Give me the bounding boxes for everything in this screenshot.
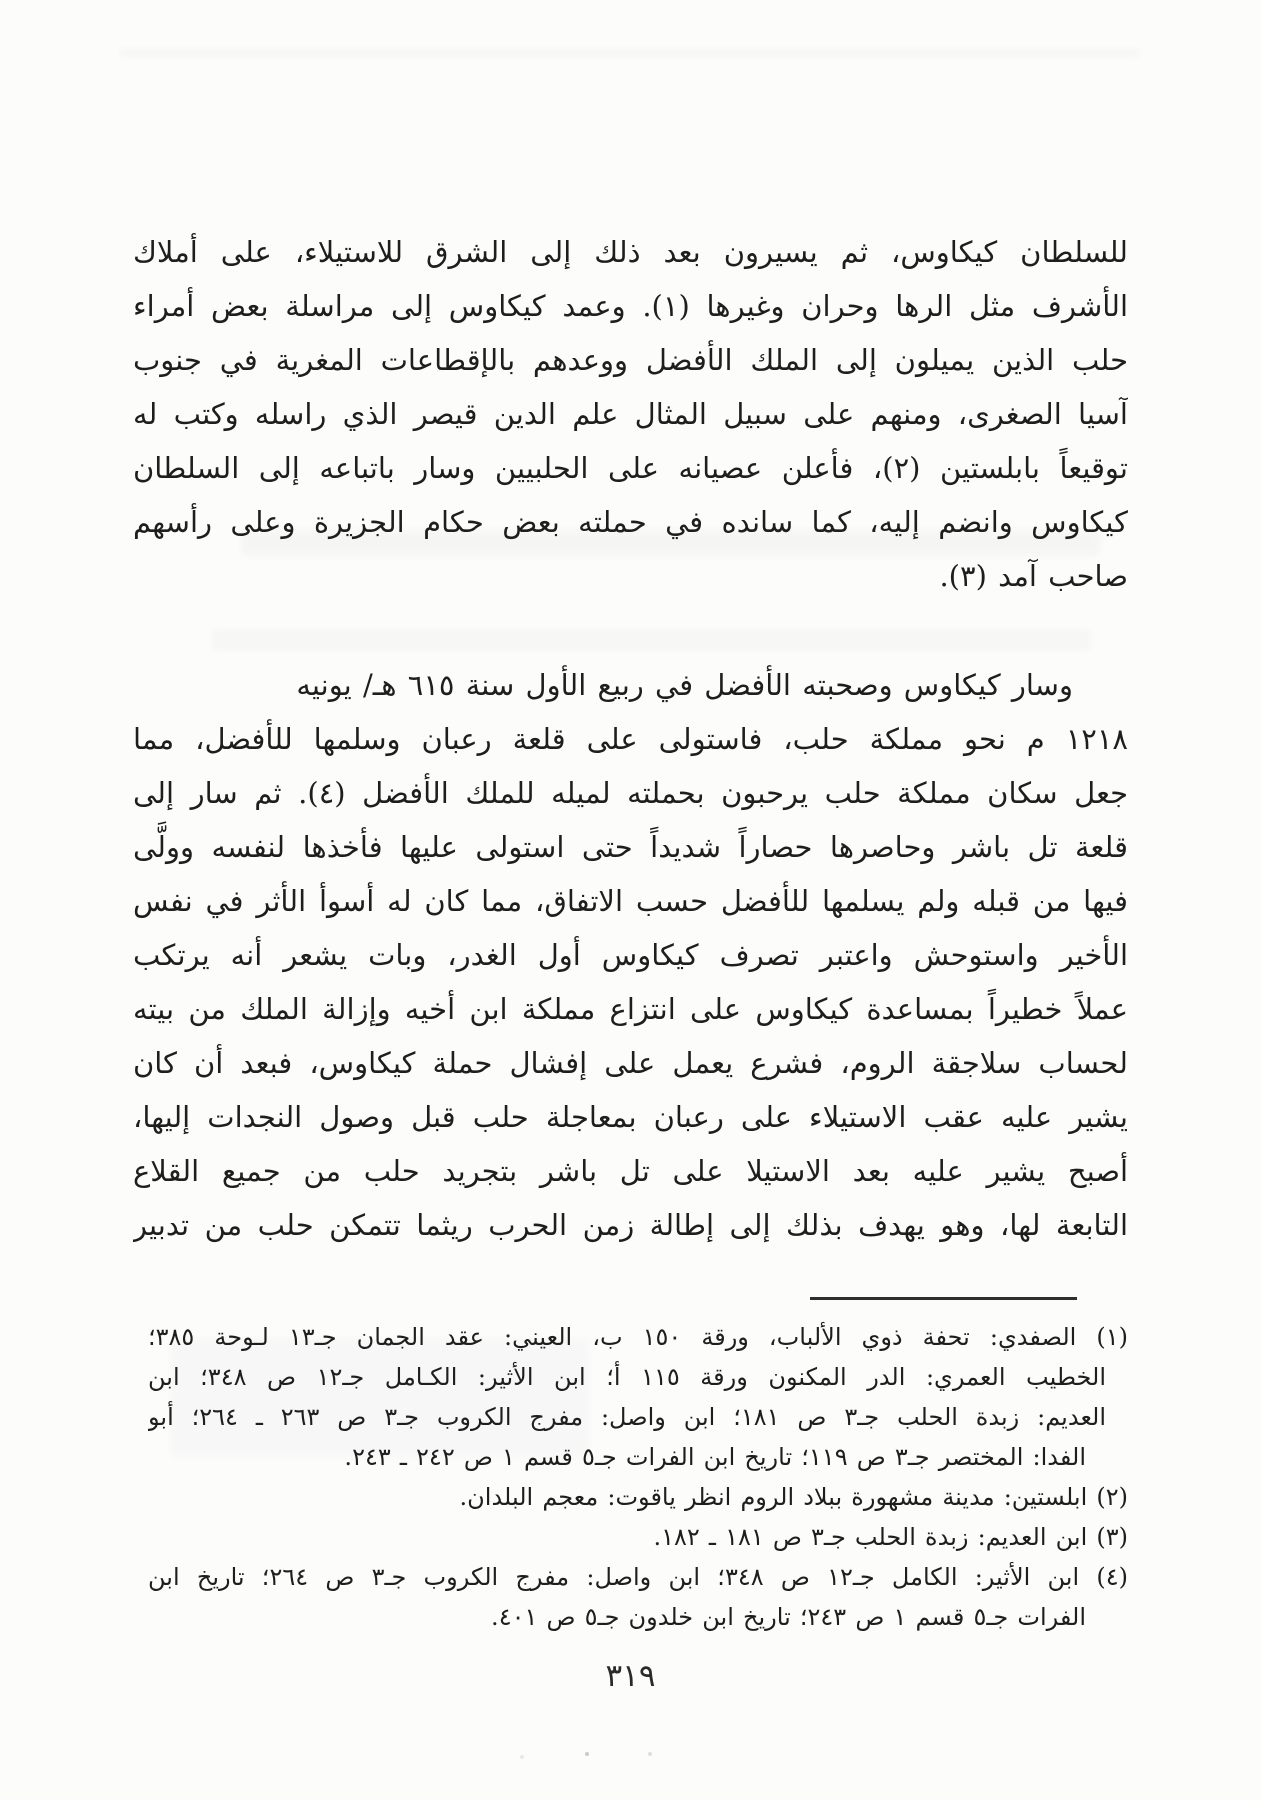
footnote-1 (148, 1317, 1128, 1477)
footnote-line: (٤) ابن الأثير: الكامل جـ١٢ ص ٣٤٨؛ ابن واصل: مفرج الكروب جـ٣ ص ٢٦٤؛ تاريخ ابن (148, 1563, 1128, 1591)
scan-speck (520, 1755, 524, 1759)
body-line: الأشرف مثل الرها وحران وغيرها (١). وعمد كيكاوس إلى مراسلة بعض أمراء (133, 289, 1128, 323)
body-line: الأخير واستوحش واعتبر تصرف كيكاوس أول الغدر، وبات يشعر أنه يرتكب (133, 938, 1128, 972)
footnote-4 (148, 1557, 1128, 1637)
body-line: صاحب آمد (٣). (939, 559, 1128, 593)
body-line: كيكاوس وانضم إليه، كما سانده في حملته بعض حكام الجزيرة وعلى رأسهم (133, 505, 1128, 539)
body-line: للسلطان كيكاوس، ثم يسيرون بعد ذلك إلى الشرق للاستيلاء، على أملاك (133, 235, 1128, 269)
footnote-line: (١) الصفدي: تحفة ذوي الألباب، ورقة ١٥٠ ب، العيني: عقد الجمان جـ١٣ لـوحة ٣٨٥؛ (148, 1323, 1128, 1351)
footnote-3 (148, 1517, 1128, 1557)
body-line: توقيعاً بابلستين (٢)، فأعلن عصيانه على الحلبيين وسار باتباعه إلى السلطان (133, 451, 1128, 485)
body-line: أصبح يشير عليه بعد الاستيلا على تل باشر بتجريد حلب من جميع القلاع (133, 1154, 1128, 1188)
body-line: جعل سكان مملكة حلب يرحبون بحملته لميله للملك الأفضل (٤). ثم سار إلى (133, 776, 1128, 810)
footnote-2 (148, 1477, 1128, 1517)
body-line: عملاً خطيراً بمساعدة كيكاوس على انتزاع مملكة ابن أخيه وإزالة الملك من بيته (133, 992, 1128, 1026)
footnote-line: الخطيب العمري: الدر المكنون ورقة ١١٥ أ؛ ابن الأثير: الكـامل جـ١٢ ص ٣٤٨؛ ابن (148, 1363, 1107, 1391)
footnote-line: (٢) ابلستين: مدينة مشهورة ببلاد الروم انظر ياقوت: معجم البلدان. (459, 1483, 1128, 1511)
body-line: لحساب سلاجقة الروم، فشرع يعمل على إفشال حملة كيكاوس، فبعد أن كان (133, 1046, 1128, 1080)
paragraph-1 (133, 225, 1128, 603)
footnote-line: (٣) ابن العديم: زبدة الحلب جـ٣ ص ١٨١ ـ ١٨٢. (653, 1523, 1128, 1551)
footnote-line: الفرات جـ٥ قسم ١ ص ٢٤٣؛ تاريخ ابن خلدون جـ٥ ص ٤٠١. (491, 1603, 1086, 1631)
body-line: قلعة تل باشر وحاصرها حصاراً شديداً حتى استولى عليها فأخذها لنفسه وولَّى (133, 830, 1128, 864)
body-line: وسار كيكاوس وصحبته الأفضل في ربيع الأول سنة ٦١٥ هـ/ يونيه (296, 668, 1073, 702)
page-number: ٣١٩ (605, 1658, 656, 1694)
main-text (133, 225, 1128, 1252)
footnote-separator (810, 1297, 1077, 1300)
body-line: ١٢١٨ م نحو مملكة حلب، فاستولى على قلعة رعبان وسلمها للأفضل، مما (133, 722, 1128, 756)
scan-speck (585, 1752, 589, 1756)
footnote-line: العديم: زبدة الحلب جـ٣ ص ١٨١؛ ابن واصل: مفرج الكروب جـ٣ ص ٢٦٣ ـ ٢٦٤؛ أبو (148, 1403, 1107, 1431)
body-line: فيها من قبله ولم يسلمها للأفضل حسب الاتفاق، مما كان له أسوأ الأثر في نفس (133, 884, 1128, 918)
body-line: آسيا الصغرى، ومنهم على سبيل المثال علم الدين قيصر الذي راسله وكتب له (133, 397, 1128, 431)
scan-smudge (120, 48, 1140, 58)
body-line: حلب الذين يميلون إلى الملك الأفضل ووعدهم بالإقطاعات المغرية في جنوب (133, 343, 1128, 377)
scan-speck (648, 1752, 652, 1756)
paragraph-2 (133, 658, 1128, 1252)
footnotes (148, 1317, 1128, 1637)
body-line: التابعة لها، وهو يهدف بذلك إلى إطالة زمن الحرب ريثما تتمكن حلب من تدبير (133, 1208, 1128, 1242)
footnote-line: الفدا: المختصر جـ٣ ص ١١٩؛ تاريخ ابن الفرات جـ٥ قسم ١ ص ٢٤٢ ـ ٢٤٣. (344, 1443, 1086, 1471)
body-line: يشير عليه عقب الاستيلاء على رعبان بمعاجلة حلب قبل وصول النجدات إليها، (133, 1100, 1128, 1134)
